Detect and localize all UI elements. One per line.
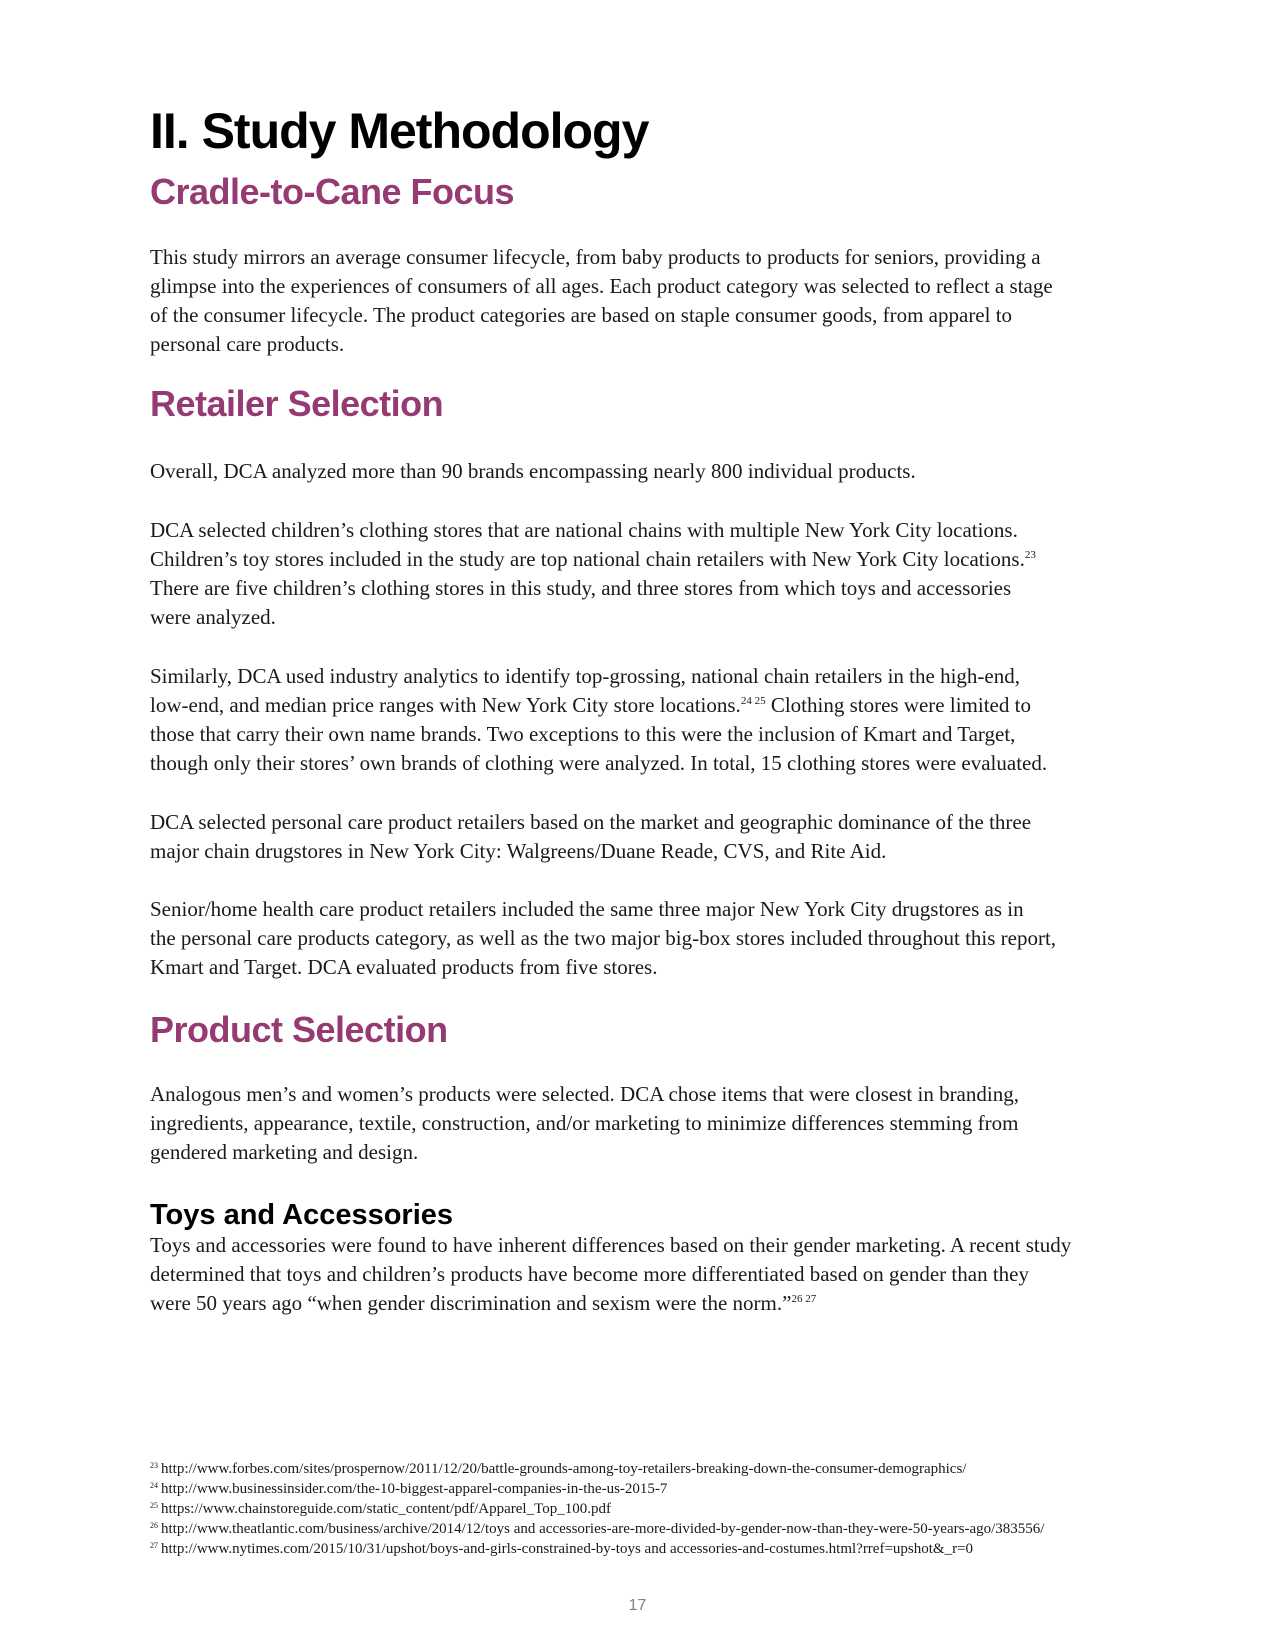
footnote-item (150, 1539, 1140, 1559)
paragraph-clothing-stores (150, 662, 1140, 778)
text-line: Overall, DCA analyzed more than 90 brands encompassing nearly 800 individual products. (150, 459, 916, 483)
page-number: 17 (628, 1597, 647, 1614)
text-line: Kmart and Target. DCA evaluated products from five stores. (150, 955, 658, 979)
footnote-link[interactable]: https://www.chainstoreguide.com/static_content/pdf/Apparel_Top_100.pdf (161, 1501, 611, 1517)
paragraph-personal-care-retailers (150, 808, 1140, 866)
text-line: DCA selected personal care product retailers based on the market and geographic dominance of the three (150, 810, 1032, 834)
text-line: There are five children’s clothing stores in this study, and three stores from which toys and accessories (150, 576, 1012, 600)
text-line: those that carry their own name brands. Two exceptions to this were the inclusion of Kmart and Target, (150, 722, 1016, 746)
page-title: II. Study Methodology (150, 103, 649, 159)
footnote-item (150, 1499, 1140, 1519)
text-line: Senior/home health care product retailers included the same three major New York City drugstores as in (150, 897, 1024, 921)
footnote-item (150, 1519, 1140, 1539)
text-line (150, 691, 1140, 720)
text-line: were analyzed. (150, 605, 276, 629)
footnote-link[interactable]: http://www.nytimes.com/2015/10/31/upshot/boys-and-girls-constrained-by-toys and accessories-and-costumes.html?rref=upshot&_r=0 (161, 1541, 974, 1557)
footnote-ref: 23 (1024, 549, 1036, 561)
section-heading-retailer-selection: Retailer Selection (150, 383, 444, 424)
footnote-ref: 26 27 (791, 1293, 817, 1305)
text-line: glimpse into the experiences of consumers of all ages. Each product category was selected to reflect a stage (150, 274, 1053, 298)
footnote-item (150, 1479, 1140, 1499)
text-line: Similarly, DCA used industry analytics to identify top-grossing, national chain retailers in the high-end, (150, 664, 1020, 688)
paragraph-retailer-overview (150, 457, 1140, 486)
text-line: personal care products. (150, 332, 345, 356)
text-line (150, 545, 1140, 574)
text-line: Analogous men’s and women’s products were selected. DCA chose items that were closest in branding, (150, 1082, 1019, 1106)
text-line (150, 1289, 1140, 1318)
footnote-number: 26 (150, 1521, 158, 1530)
subsection-heading-toys-accessories: Toys and Accessories (150, 1199, 454, 1231)
footnote-ref: 24 25 (740, 695, 766, 707)
text-line: of the consumer lifecycle. The product categories are based on staple consumer goods, from apparel to (150, 303, 1013, 327)
text-segment: Children’s toy stores included in the study are top national chain retailers with New York City locations. (150, 547, 1025, 571)
footnote-number: 25 (150, 1501, 158, 1510)
text-line: DCA selected children’s clothing stores that are national chains with multiple New York City locations. (150, 518, 1018, 542)
footnote-number: 23 (150, 1461, 158, 1470)
text-segment: were 50 years ago “when gender discrimination and sexism were the norm.” (150, 1291, 792, 1315)
text-line: major chain drugstores in New York City: Walgreens/Duane Reade, CVS, and Rite Aid. (150, 839, 887, 863)
paragraph-childrens-stores (150, 516, 1140, 632)
footnote-link[interactable]: http://www.forbes.com/sites/prospernow/2011/12/20/battle-grounds-among-toy-retailers-breaking-down-the-consumer-demographics/ (161, 1461, 967, 1477)
paragraph-toys-accessories (150, 1231, 1140, 1318)
text-line: This study mirrors an average consumer lifecycle, from baby products to products for seniors, providing a (150, 245, 1041, 269)
text-segment: low-end, and median price ranges with New York City store locations. (150, 693, 741, 717)
text-line: the personal care products category, as well as the two major big-box stores included throughout this report, (150, 926, 1057, 950)
section-heading-cradle-to-cane: Cradle-to-Cane Focus (150, 171, 515, 212)
footnotes (150, 1459, 1140, 1559)
text-line: ingredients, appearance, textile, construction, and/or marketing to minimize differences stemming from (150, 1111, 1019, 1135)
footnote-number: 27 (150, 1541, 158, 1550)
paragraph-cradle-to-cane (150, 243, 1140, 359)
text-line: though only their stores’ own brands of clothing were analyzed. In total, 15 clothing stores were evaluated. (150, 751, 1048, 775)
text-line: determined that toys and children’s products have become more differentiated based on gender than they (150, 1262, 1029, 1286)
footnote-item (150, 1459, 1140, 1479)
footnote-number: 24 (150, 1481, 158, 1490)
footnote-link[interactable]: http://www.theatlantic.com/business/archive/2014/12/toys and accessories-are-more-divided-by-gender-now-than-they-were-50-years-ago/383556/ (161, 1521, 1045, 1537)
footnote-link[interactable]: http://www.businessinsider.com/the-10-biggest-apparel-companies-in-the-us-2015-7 (161, 1481, 668, 1497)
paragraph-senior-retailers (150, 895, 1140, 982)
section-heading-product-selection: Product Selection (150, 1009, 448, 1050)
paragraph-product-selection (150, 1080, 1140, 1167)
text-line: Toys and accessories were found to have inherent differences based on their gender marketing. A recent study (150, 1233, 1072, 1257)
text-line: gendered marketing and design. (150, 1140, 419, 1164)
text-segment: Clothing stores were limited to (765, 693, 1031, 717)
